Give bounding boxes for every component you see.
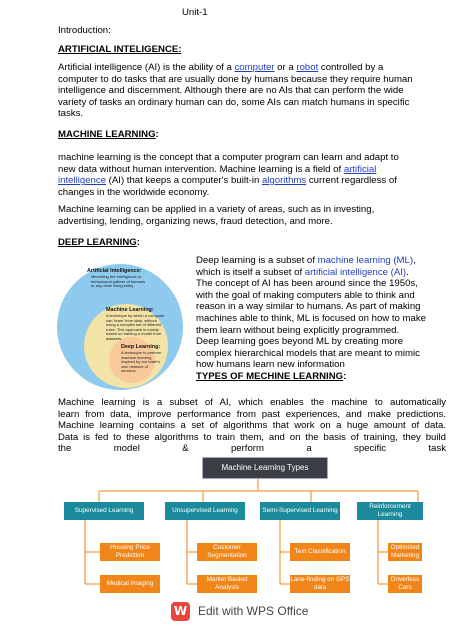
example-customer-segmentation: Customer Segmentation (197, 543, 257, 561)
dl-paragraph: Deep learning is a subset of machine learning (ML), which is itself a subset of artificial intelligence (AI). The concept of AI has been around since the 1950s, with the goal of making computers able to think and reason in a way similar to humans. As part of making machines able to think, ML is focused on how to make them learn without being explicitly programmed. Deep learning goes beyond ML by creating more complex hierarchical models that are meant to mimic how humans learn new information TYPES OF MECHINE LEARNING: (196, 255, 427, 382)
venn-ml-desc: A technique by which a computer can 'learn' from data, without using a complex set of different rules. This approach is mainly based on training a model from datasets. (106, 313, 165, 341)
ml-types-diagram (55, 453, 427, 603)
category-supervised: Supervised Learning (64, 502, 144, 520)
example-market-basket: Market Basket Analysis (197, 575, 257, 593)
example-housing-price: Housing Price Prediction (100, 543, 160, 561)
intelligence-link[interactable]: intelligence (58, 175, 107, 187)
dl-heading: DEEP LEARNING: (58, 237, 140, 248)
example-medical-imaging: Medical Imaging (100, 575, 160, 593)
robot-link[interactable]: robot (296, 62, 319, 73)
example-optimized-marketing: Optimized Marketing (388, 543, 422, 561)
intro-heading: Introduction: (58, 25, 111, 36)
artificial-link[interactable]: artificial (343, 163, 377, 175)
computer-link[interactable]: computer (234, 62, 275, 73)
example-text-classification: Text Classification (290, 543, 350, 561)
ml-paragraph-2: Machine learning can be applied in a variety of areas, such as in investing, advertising, lending, organizing news, fraud detection, and more. (58, 204, 375, 227)
ml-heading: MACHINE LEARNING: (58, 129, 159, 140)
types-paragraph: Machine learning is a subset of AI, which enables the machine to automatically learn from data, improve performance from past experiences, and make predictions. Machine learning contains a set of algorithms that work on a huge amount of data. Data is fed to these algorithms to train them, and on the basis of training, they build the model & perform a specific task (58, 397, 446, 455)
example-lane-finding: Lane-finding on GPS data (290, 576, 350, 591)
ai-line-1: Artificial intelligence (AI) is the ability of a computer or a robot controlled by a (58, 62, 384, 73)
venn-dl-desc: A technique to perform machine learning inspired by our brain's own network of neurons. (121, 350, 162, 374)
venn-dl-title: Deep Learning: (121, 344, 161, 350)
ml-types-title: Machine Learning Types (202, 457, 328, 479)
ai-heading: ARTIFICIAL INTELIGENCE: (58, 44, 182, 55)
algorithms-link[interactable]: algorithms (261, 175, 307, 187)
category-unsupervised: Unsupervised Learning (165, 502, 245, 520)
example-driverless-cars: Driverless Cars (388, 575, 422, 593)
unit-title: Unit-1 (182, 7, 208, 18)
wps-watermark[interactable] (171, 600, 308, 622)
venn-ai-desc: Mimicking the intelligence or behavioural pattern of humans or any other living entity. (91, 274, 146, 289)
category-reinforcement: Reinforcement Learning (357, 502, 423, 520)
wps-logo-icon: W (171, 602, 190, 621)
wps-text: Edit with WPS Office (198, 604, 309, 618)
ai-paragraph: Artificial intelligence (AI) is the ability of a computer or a robot controlled by a computer to do tasks that are usually done by humans because they require human intelligence and discernment. Although there are no AIs that can perform the wide variety of tasks an ordinary human can do, some AIs can match humans in specific tasks. (58, 62, 438, 120)
ml-paragraph-1: machine learning is the concept that a computer program can learn and adapt to new data without human intervention. Machine learning is a field of artificial intelligence (AI) that keeps a computer's built-in algorithms current regardless of changes in the worldwide economy. (58, 152, 399, 198)
venn-ai-title: Artificial Intelligence: (87, 268, 142, 274)
types-heading: TYPES OF MECHINE LEARNING (196, 370, 344, 382)
venn-ml-title: Machine Learning: (106, 307, 154, 313)
category-semi-supervised: Semi-Supervised Learning (260, 502, 340, 520)
